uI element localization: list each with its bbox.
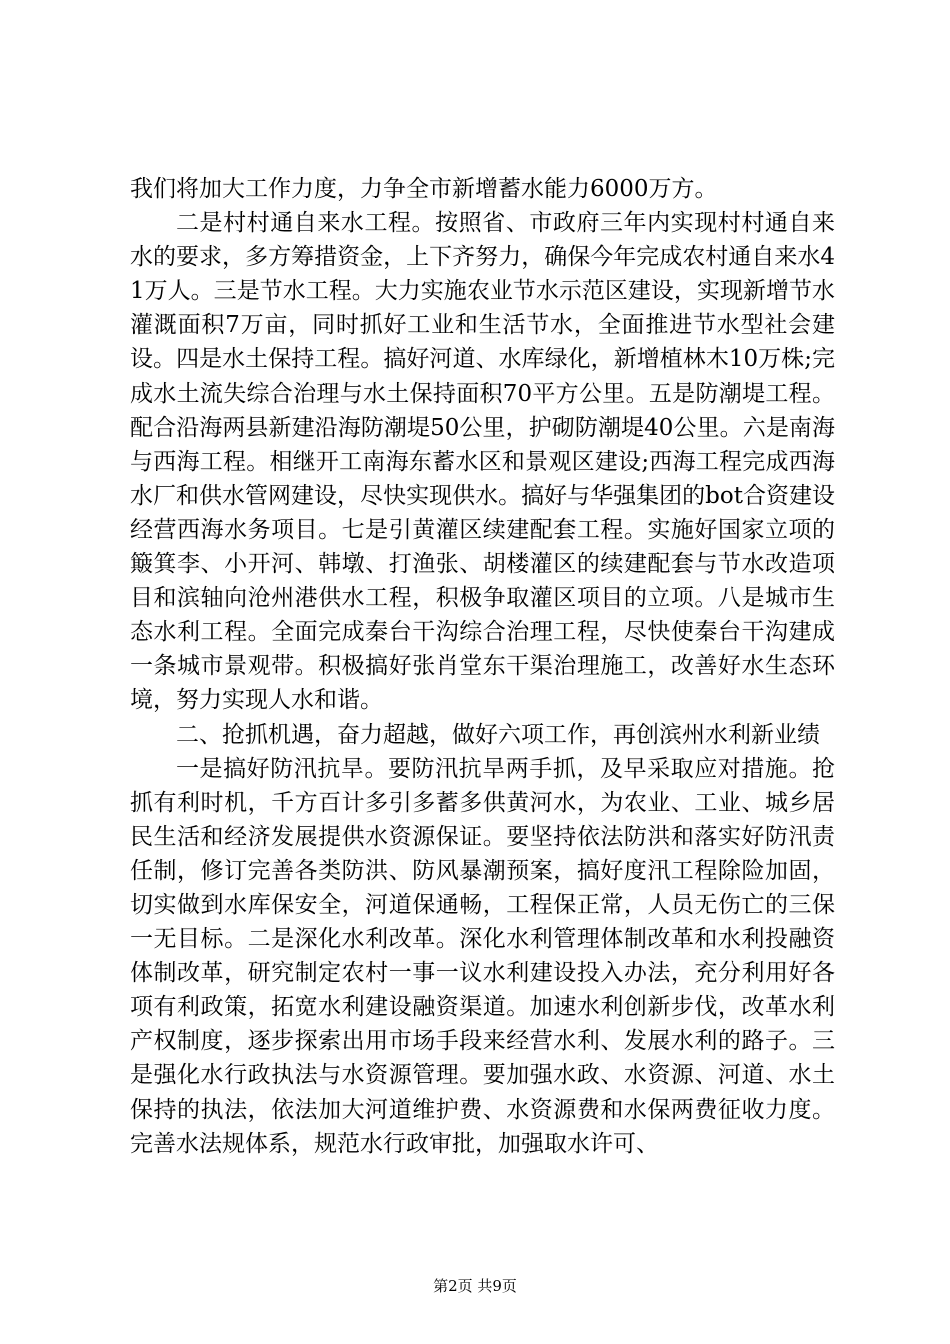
section-heading: 二、抢抓机遇，奋力超越，做好六项工作，再创滨州水利新业绩 xyxy=(176,721,820,748)
paragraph-3: 一是搞好防汛抗旱。要防汛抗旱两手抓，及早采取应对措施。抢抓有利时机，千方百计多引多蓄多供黄河水，为农业、工业、城乡居民生活和经济发展提供水资源保证。要坚持依法防洪和落实好防汛责任制，修订完善各类防洪、防风暴潮预案，搞好度汛工程除险加固，切实做到水库保安全，河道保通畅，工程保正常，人员无伤亡的三保一无目标。二是深化水利改革。深化水利管理体制改革和水利投融资体制改革，研究制定农村一事一议水利建设投入办法，充分利用好各项有利政策，拓宽水利建设融资渠道。加速水利创新步伐，改革水利产权制度，逐步探索出用市场手段来经营水利、发展水利的路子。三是强化水行政执法与水资源管理。要加强水政、水资源、河道、水土保持的执法，依法加大河道维护费、水资源费和水保两费征收力度。完善水法规体系，规范水行政审批，加强取水许可、 xyxy=(130,755,835,1157)
paragraph-2: 二是村村通自来水工程。按照省、市政府三年内实现村村通自来水的要求，多方筹措资金，上下齐努力，确保今年完成农村通自来水41万人。三是节水工程。大力实施农业节水示范区建设，实现新增节水灌溉面积7万亩，同时抓好工业和生活节水，全面推进节水型社会建设。四是水土保持工程。搞好河道、水库绿化，新增植林木10万株;完成水土流失综合治理与水土保持面积70平方公里。五是防潮堤工程。配合沿海两县新建沿海防潮堤50公里，护砌防潮堤40公里。六是南海与西海工程。相继开工南海东蓄水区和景观区建设;西海工程完成西海水厂和供水管网建设，尽快实现供水。搞好与华强集团的bot合资建设经营西海水务项目。七是引黄灌区续建配套工程。实施好国家立项的簸箕李、小开河、韩墩、打渔张、胡楼灌区的续建配套与节水改造项目和滨轴向沧州港供水工程，积极争取灌区项目的立项。八是城市生态水利工程。全面完成秦台干沟综合治理工程，尽快使秦台干沟建成一条城市景观带。积极搞好张肖堂东干渠治理施工，改善好水生态环境，努力实现人水和谐。 xyxy=(130,210,835,714)
page-number-footer: 第2页 共9页 xyxy=(433,1277,517,1295)
document-body xyxy=(130,172,835,1161)
paragraph-1: 我们将加大工作力度，力争全市新增蓄水能力6000万方。 xyxy=(130,176,718,202)
